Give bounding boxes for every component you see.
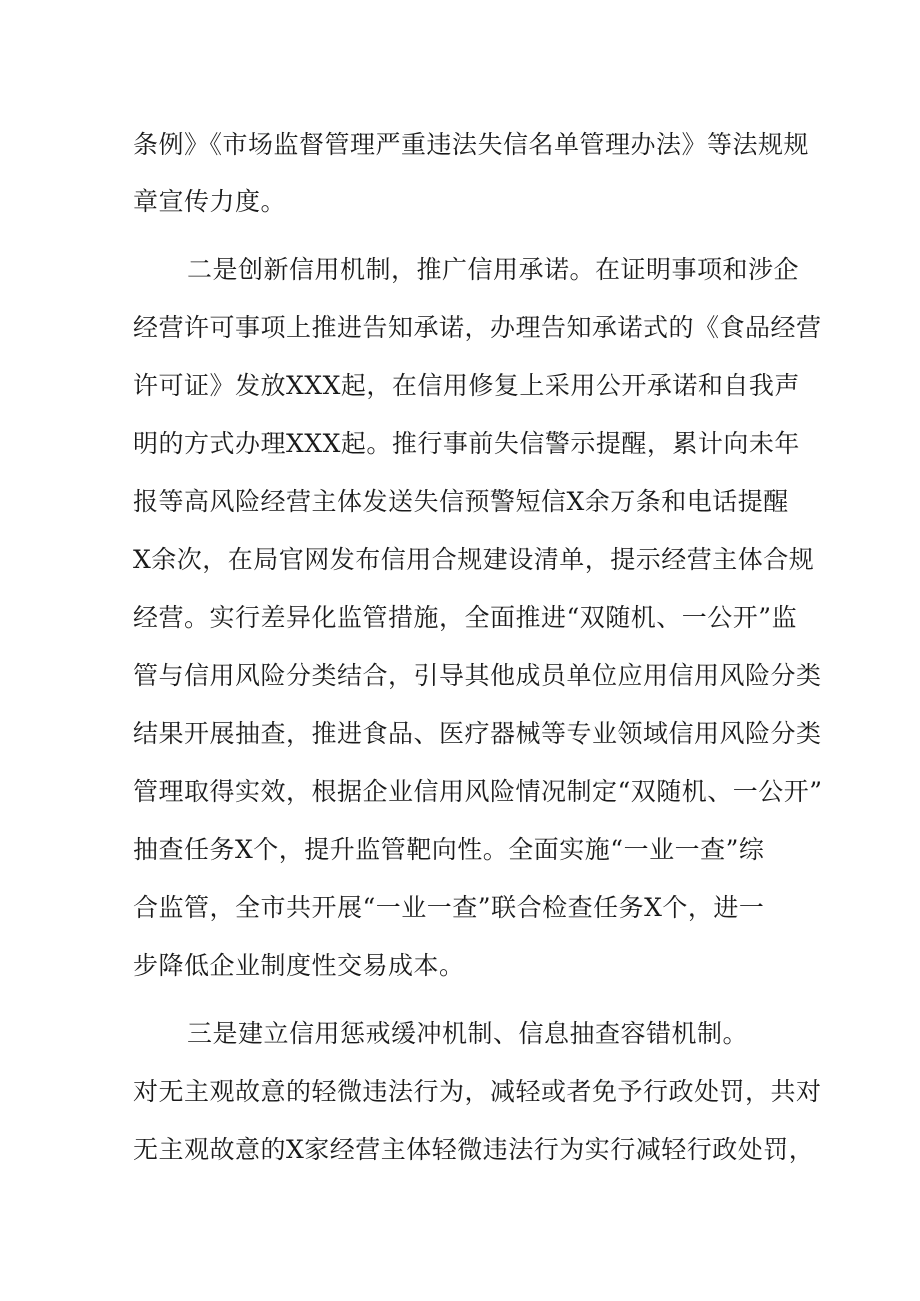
text-line: 抽查任务X个，提升监管靶向性。全面实施“一业一查”综 xyxy=(133,835,765,864)
text-line: 对无主观故意的轻微违法行为，减轻或者免予行政处罚，共对 xyxy=(133,1077,822,1106)
text-line: 管理取得实效，根据企业信用风险情况制定“双随机、一公开” xyxy=(133,777,823,806)
text-line: 结果开展抽查，推进食品、医疗器械等专业领域信用风险分类 xyxy=(133,719,822,748)
text-line: 步降低企业制度性交易成本。 xyxy=(133,951,465,980)
text-line: 明的方式办理XXX起。推行事前失信警示提醒，累计向未年 xyxy=(133,429,800,458)
paragraph-heading-line: 二是创新信用机制，推广信用承诺。在证明事项和涉企 xyxy=(187,255,800,284)
text-line: 管与信用风险分类结合，引导其他成员单位应用信用风险分类 xyxy=(133,661,822,690)
text-line: 经营许可事项上推进告知承诺，办理告知承诺式的《食品经营 xyxy=(133,313,822,342)
text-line: 许可证》发放XXX起，在信用修复上采用公开承诺和自我声 xyxy=(133,371,800,400)
text-line: 章宣传力度。 xyxy=(133,187,287,216)
text-line: 合监管，全市共开展“一业一查”联合检查任务X个，进一 xyxy=(133,893,765,922)
text-line: 无主观故意的X家经营主体轻微违法行为实行减轻行政处罚， xyxy=(133,1135,815,1164)
text-line: X余次，在局官网发布信用合规建设清单，提示经营主体合规 xyxy=(133,545,815,574)
text-line: 经营。实行差异化监管措施，全面推进“双随机、一公开”监 xyxy=(133,603,798,632)
text-line: 报等高风险经营主体发送失信预警短信X余万条和电话提醒 xyxy=(133,487,789,516)
paragraph-heading-line: 三是建立信用惩戒缓冲机制、信息抽查容错机制。 xyxy=(187,1019,749,1048)
text-line: 条例》《市场监督管理严重违法失信名单管理办法》等法规规 xyxy=(133,130,810,159)
